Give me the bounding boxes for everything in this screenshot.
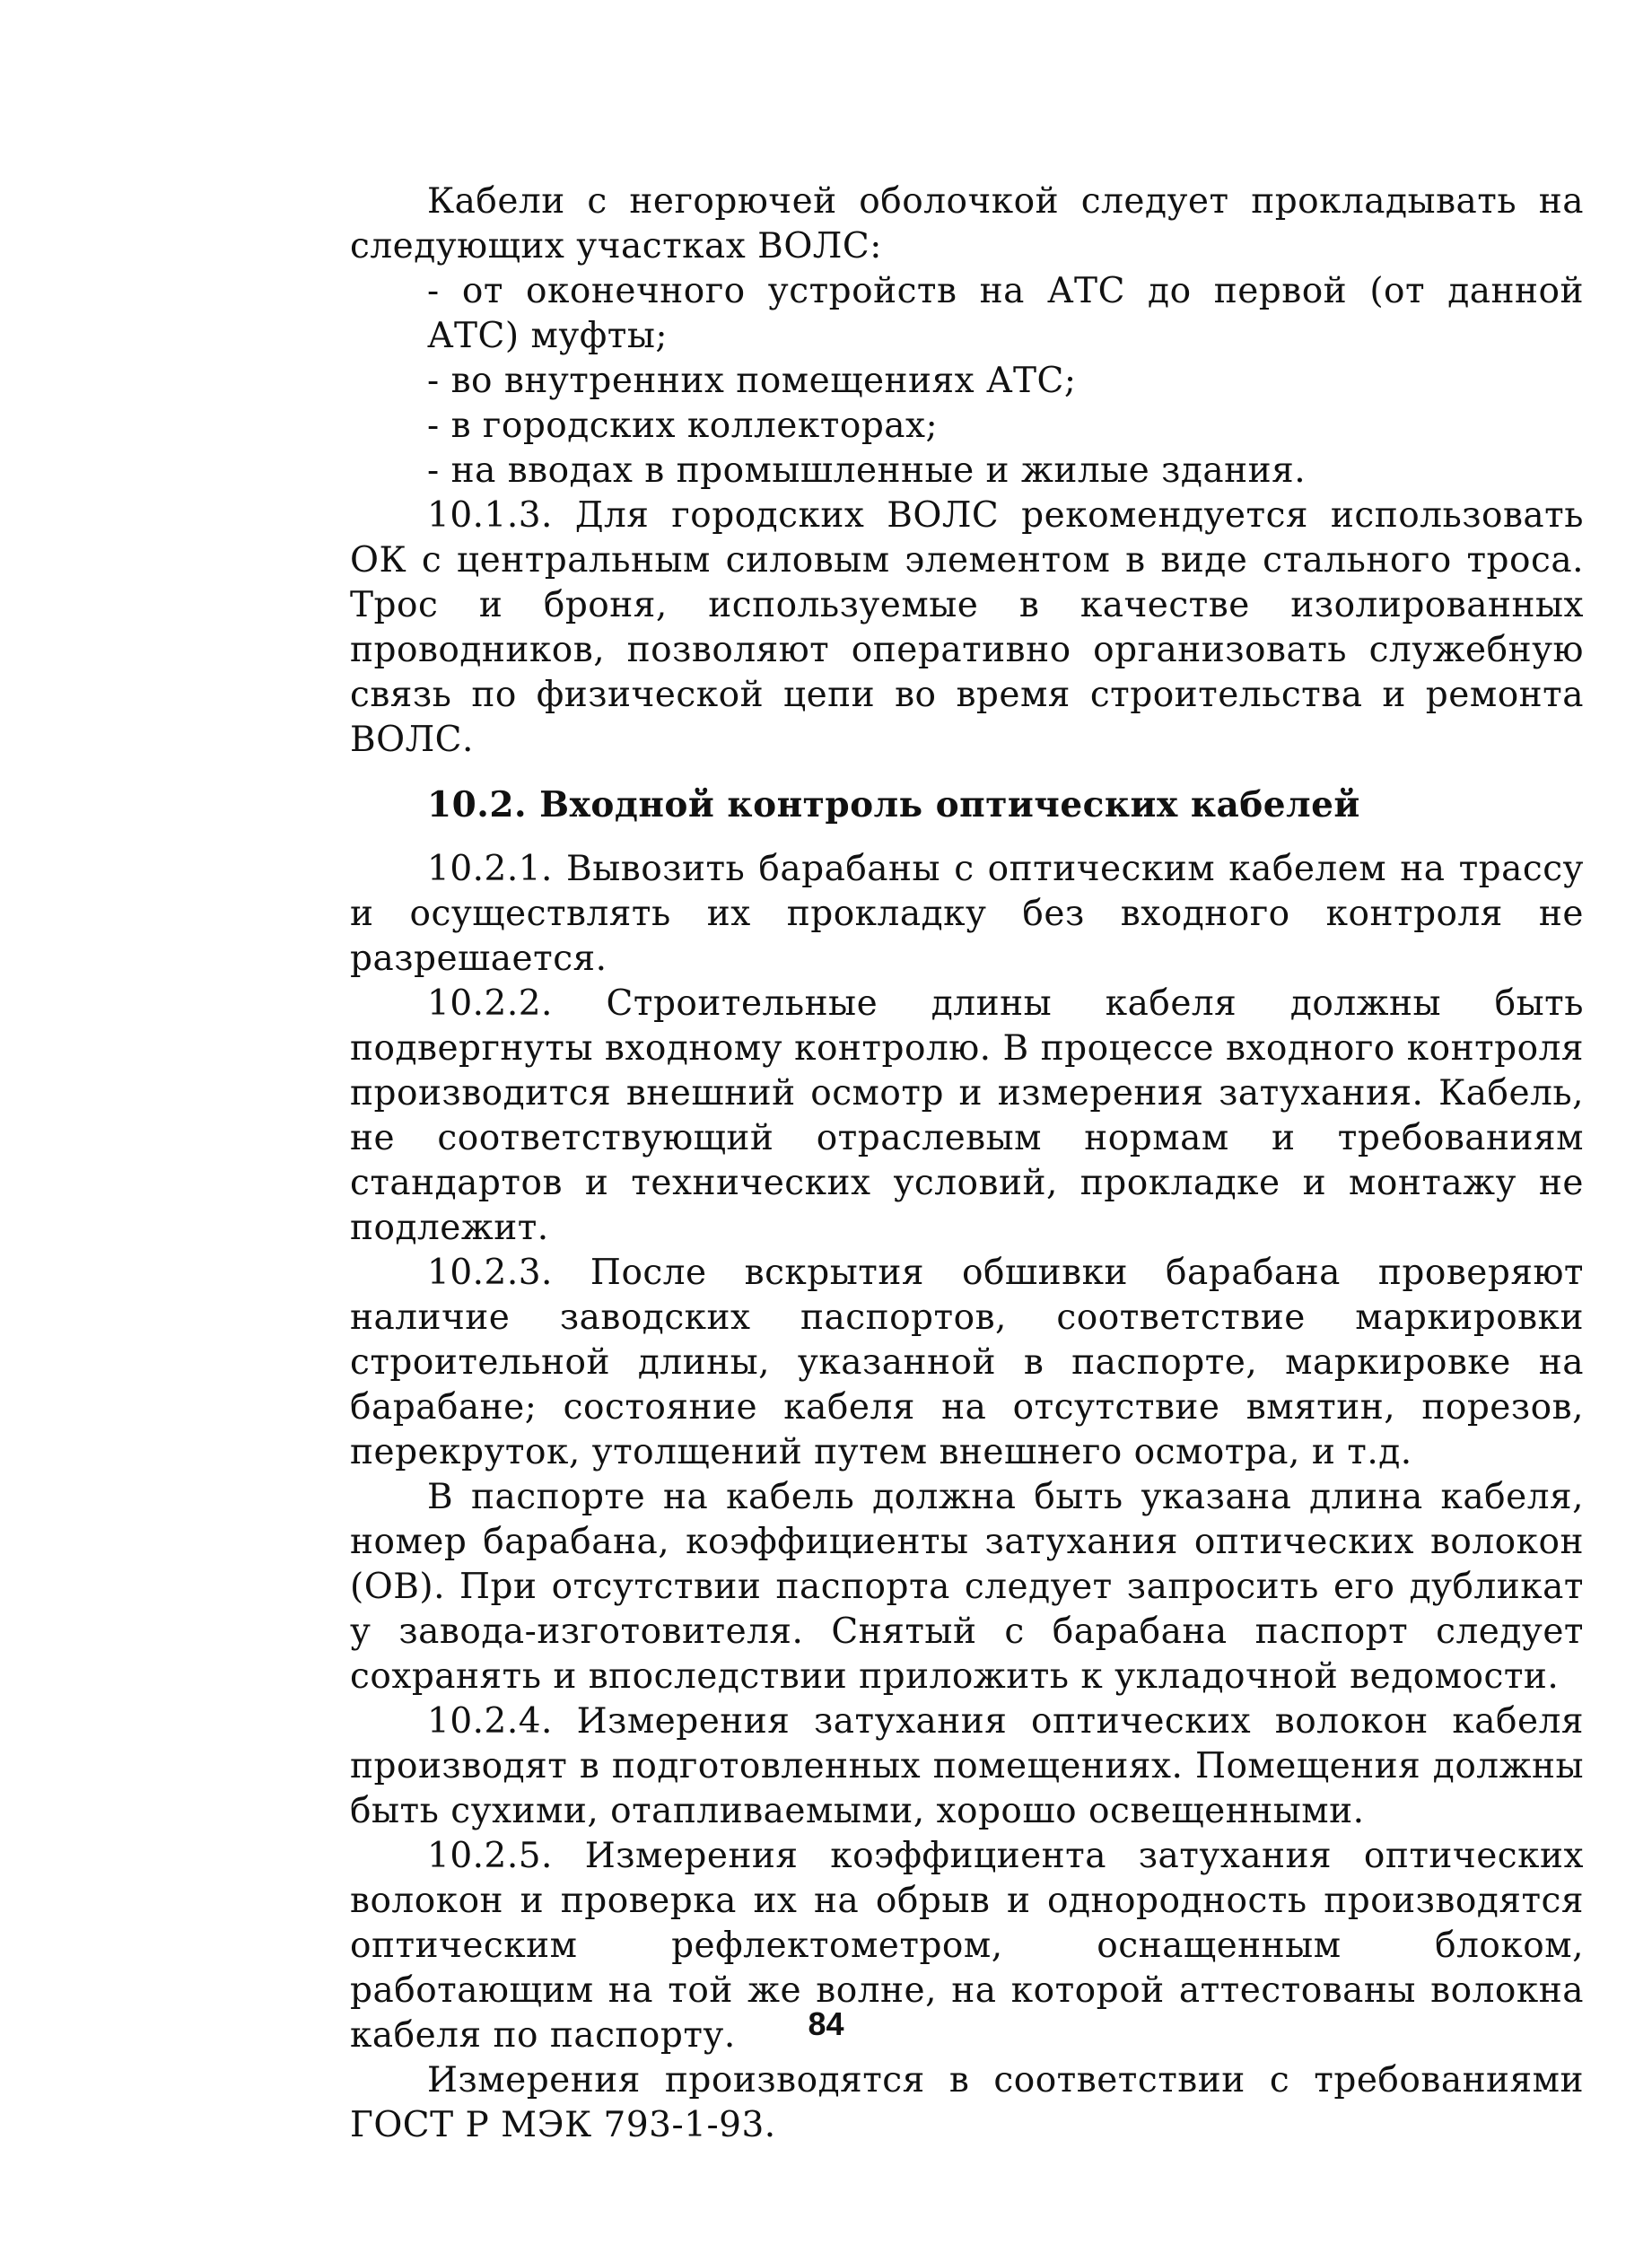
- paragraph-10-2-2: 10.2.2. Строительные длины кабеля должны быть подвергнуты входному контролю. В процессе входного контроля производится внешний осмотр и измерения затухания. Кабель, не соответствующий отраслевым нормам и требованиям стандартов и технических условий, прокладке и монтажу не подлежит.: [350, 983, 1584, 1248]
- list-item-internal-rooms: - во внутренних помещениях АТС;: [427, 361, 1077, 401]
- list-item-city-collectors: - в городских коллекторах;: [427, 406, 939, 446]
- paragraph-passport: В паспорте на кабель должна быть указана длина кабеля, номер барабана, коэффициенты затухания оптических волокон (ОВ). При отсутствии паспорта следует запросить его дубликат у завода-изготовителя. Снятый с барабана паспорт следует сохранять и впоследствии приложить к укладочной ведомости.: [350, 1477, 1584, 1697]
- paragraph-10-2-4: 10.2.4. Измерения затухания оптических волокон кабеля производят в подготовленных помещениях. Помещения должны быть сухими, отапливаемыми, хорошо освещенными.: [350, 1701, 1584, 1831]
- page-number: 84: [808, 2005, 844, 2042]
- paragraph-10-2-1: 10.2.1. Вывозить барабаны с оптическим кабелем на трассу и осуществлять их прокладку без входного контроля не разрешается.: [350, 849, 1584, 979]
- list-item-terminal-device: - от оконечного устройств на АТС до первой (от данной АТС) муфты;: [427, 271, 1584, 356]
- paragraph-10-2-5: 10.2.5. Измерения коэффициента затухания оптических волокон и проверка их на обрыв и однородность производятся оптическим рефлектометром, оснащенным блоком, работающим на той же волне, на которой аттестованы волокна кабеля по паспорту.: [350, 1836, 1584, 2056]
- paragraph-gost: Измерения производятся в соответствии с требованиями ГОСТ Р МЭК 793-1-93.: [350, 2060, 1584, 2145]
- paragraph-10-1-3: 10.1.3. Для городских ВОЛС рекомендуется использовать ОК с центральным силовым элементом в виде стального троса. Трос и броня, используемые в качестве изолированных проводников, позволяют оперативно организовать служебную связь по физической цепи во время строительства и ремонта ВОЛС.: [350, 495, 1584, 760]
- paragraph-10-2-3: 10.2.3. После вскрытия обшивки барабана проверяют наличие заводских паспортов, соответствие маркировки строительной длины, указанной в паспорте, маркировке на барабане; состояние кабеля на отсутствие вмятин, порезов, перекруток, утолщений путем внешнего осмотра, и т.д.: [350, 1253, 1584, 1472]
- intro-paragraph: Кабели с негорючей оболочкой следует прокладывать на следующих участках ВОЛС:: [350, 181, 1584, 266]
- section-heading-10-2: 10.2. Входной контроль оптических кабелей: [427, 784, 1360, 825]
- list-item-building-inputs: - на вводах в промышленные и жилые здания.: [427, 450, 1307, 491]
- text-body: [350, 179, 1584, 2148]
